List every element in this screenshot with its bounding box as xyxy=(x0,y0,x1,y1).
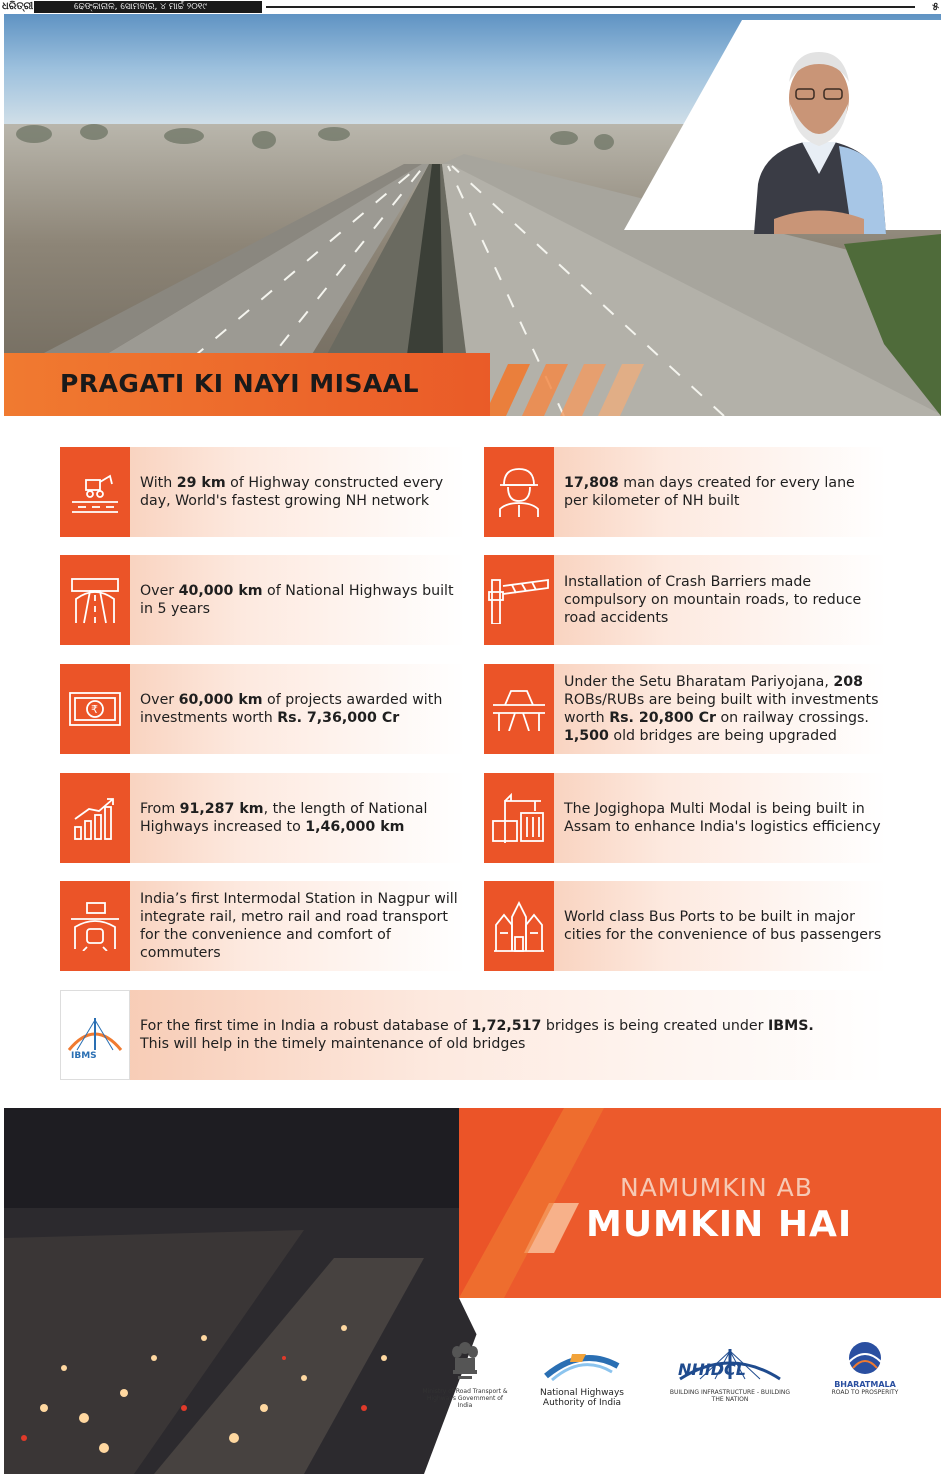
page-title: PRAGATI KI NAYI MISAAL xyxy=(60,369,420,398)
page-number: ୫ xyxy=(932,0,939,13)
fact-tile-setu-bharatam xyxy=(484,664,886,754)
night-highway-photo xyxy=(4,1108,941,1474)
fact-text: 17,808 man days created for every lane per kilometer of NH built xyxy=(564,475,855,509)
fact-text: Over 40,000 km of National Highways built in 5 years xyxy=(140,583,454,617)
emblem-logo xyxy=(420,1340,510,1409)
highway-tunnel-icon xyxy=(60,555,130,645)
bridge-icon xyxy=(484,664,554,754)
bharatmala-title: BHARATMALA xyxy=(834,1380,896,1389)
nhidcl-icon xyxy=(670,1345,790,1385)
fact-tile-intermodal-station xyxy=(60,881,465,971)
fact-text: From 91,287 km, the length of National Highways increased to 1,46,000 km xyxy=(140,801,428,835)
nhai-icon xyxy=(542,1346,622,1384)
slogan-line-1: NAMUMKIN AB xyxy=(620,1173,813,1202)
fact-tile-jogighopa xyxy=(484,773,886,863)
worker-helmet-icon xyxy=(484,447,554,537)
port-crane-icon xyxy=(484,773,554,863)
fact-text: World class Bus Ports to be built in major cities for the convenience of bus passengers xyxy=(564,909,882,943)
nhidcl-logo xyxy=(665,1345,795,1403)
portrait-photo xyxy=(744,34,894,234)
fact-text: India’s first Intermodal Station in Nagpur will integrate rail, metro rail and road transport for the convenience and comfort of commuters xyxy=(140,891,458,961)
nhai-caption: National Highways Authority of India xyxy=(540,1388,624,1408)
fact-tile-projects-awarded xyxy=(60,664,465,754)
fact-tile-nh-built xyxy=(60,555,465,645)
fact-text: Under the Setu Bharatam Pariyojana, 208 ROBs/RUBs are being built with investments worth Rs. 20,800 Cr on railway crossings. 1,500 old bridges are being upgraded xyxy=(564,674,879,744)
fact-tile-highway-per-day xyxy=(60,447,465,537)
ibms-logo xyxy=(60,990,130,1080)
rupee-note-icon xyxy=(60,664,130,754)
header-rule xyxy=(266,6,915,8)
fact-text: For the first time in India a robust database of 1,72,517 bridges is being created under IBMS. This will help in the timely maintenance of old bridges xyxy=(140,1018,814,1052)
fact-tile-bus-ports xyxy=(484,881,886,971)
svg-text:NHIDCL: NHIDCL xyxy=(678,1360,746,1379)
bharatmala-logo xyxy=(820,1340,910,1396)
nhidcl-caption: BUILDING INFRASTRUCTURE - BUILDING THE NATION xyxy=(669,1389,791,1403)
masthead: ଧରିତ୍ରୀ xyxy=(2,1,34,12)
title-band xyxy=(4,353,490,416)
fact-text: Installation of Crash Barriers made compulsory on mountain roads, to reduce road accidents xyxy=(564,574,862,626)
crash-barrier-icon xyxy=(484,555,554,645)
bharatmala-icon xyxy=(845,1340,885,1376)
dateline: ଢେଙ୍କାନାଳ, ସୋମବାର, ୪ ମାର୍ଚ୍ଚ ୨୦୧୯ xyxy=(34,1,262,13)
bus-port-icon xyxy=(484,881,554,971)
fact-text: The Jogighopa Multi Modal is being built in Assam to enhance India's logistics efficiency xyxy=(564,801,881,835)
intermodal-station-icon xyxy=(60,881,130,971)
fact-text: Over 60,000 km of projects awarded with investments worth Rs. 7,36,000 Cr xyxy=(140,692,443,726)
road-construction-icon xyxy=(60,447,130,537)
svg-text:₹: ₹ xyxy=(91,703,98,716)
bharatmala-caption: ROAD TO PROSPERITY xyxy=(831,1389,899,1396)
emblem-caption: Ministry of Road Transport & Highways Government of India xyxy=(422,1388,508,1409)
fact-tile-ibms xyxy=(60,990,886,1080)
nhai-logo xyxy=(522,1346,642,1408)
newspaper-header xyxy=(0,0,945,14)
svg-text:IBMS: IBMS xyxy=(71,1051,97,1060)
fact-tile-crash-barriers xyxy=(484,555,886,645)
title-stripes xyxy=(474,364,674,416)
fact-tile-nh-length xyxy=(60,773,465,863)
fact-tile-man-days xyxy=(484,447,886,537)
growth-chart-icon xyxy=(60,773,130,863)
slogan-section xyxy=(4,1108,941,1474)
emblem-icon xyxy=(450,1340,480,1384)
fact-text: With 29 km of Highway constructed every day, World's fastest growing NH network xyxy=(140,475,444,509)
slogan-line-2: MUMKIN HAI xyxy=(586,1204,853,1245)
